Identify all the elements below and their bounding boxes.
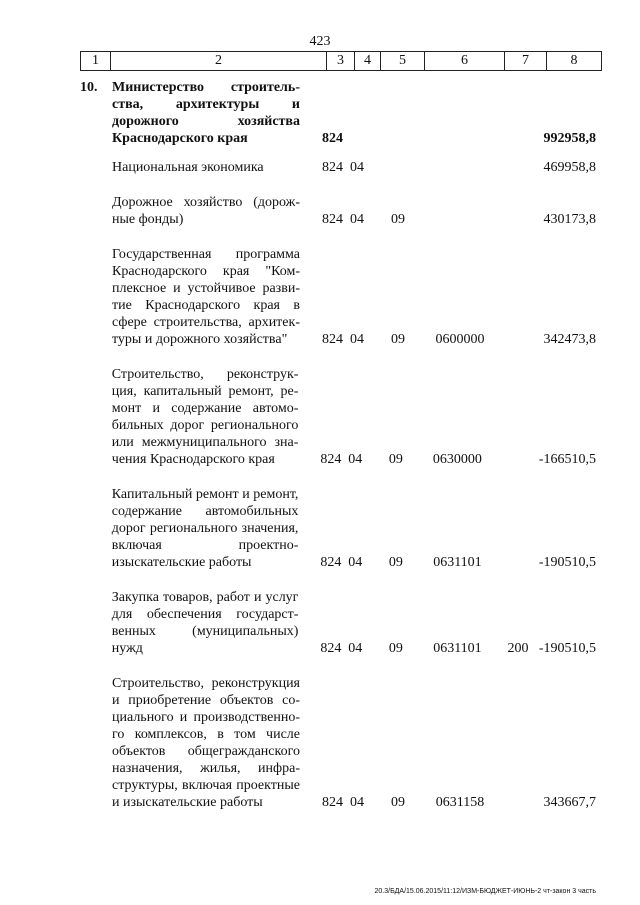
- col-6-value: 0631101: [433, 641, 482, 656]
- col-3-value: 824: [322, 795, 343, 810]
- col-4-value: 04: [350, 212, 364, 227]
- header-col-4: 4: [355, 52, 381, 70]
- col-4-value: 04: [350, 332, 364, 347]
- col-4-value: 04: [348, 641, 363, 656]
- col-8-value: 342473,8: [543, 332, 596, 347]
- col-6-value: 0630000: [432, 452, 482, 467]
- table-row: [80, 194, 602, 228]
- row-name: Национальная экономика: [112, 160, 264, 175]
- table-body: [80, 79, 602, 811]
- table-row: [80, 589, 602, 657]
- table-row: [80, 675, 602, 811]
- col-8-value: -190510,5: [538, 555, 597, 570]
- table-row: [80, 486, 602, 571]
- col-5-value: 09: [388, 641, 403, 656]
- table-row: [80, 246, 602, 348]
- col-7-value: 200: [507, 641, 529, 656]
- col-3-value: 824: [322, 131, 343, 146]
- col-5-value: 09: [391, 795, 405, 810]
- col-5-value: 09: [388, 452, 403, 467]
- footer-note: 20.3/БДА/15.06.2015/11:12/ИЗМ-БЮДЖЕТ-ИЮНЬ-2 чт-закон 3 часть: [374, 888, 596, 895]
- col-4-value: 04: [350, 795, 364, 810]
- page-number: 423: [309, 34, 331, 49]
- header-col-5: 5: [381, 52, 425, 70]
- header-col-8: 8: [570, 53, 578, 68]
- col-8-value: -166510,5: [538, 452, 597, 467]
- row-name: Министерство строительства, архитектуры и дорожного хозяйства Краснодарского края: [112, 80, 300, 146]
- col-3-value: 824: [322, 332, 343, 347]
- col-4-value: 04: [348, 555, 363, 570]
- row-name: Государственная программа Краснодарского края "Комплексное и устойчивое развитие Краснодарского края в сфере строительства, архитектуры и дорожного хозяйства": [112, 247, 300, 347]
- row-name: Строительство, реконструкция, капитальный ремонт, ремонт и содержание автомобильных дорог регионального или межмуниципального значения Краснодарского края: [111, 367, 299, 467]
- row-name: Строительство, реконструкция и приобретение объектов социального и производственного комплексов, в том числе объектов общегражданского назначения, жилья, инфраструктуры, включая проектные и изыскательские работы: [112, 676, 300, 810]
- col-5-value: 09: [391, 212, 405, 227]
- row-number: 10.: [80, 80, 98, 95]
- col-3-value: 824: [320, 641, 342, 656]
- header-col-7: 7: [505, 52, 547, 70]
- header-col-1: 1: [81, 52, 111, 70]
- col-8-value: 430173,8: [543, 212, 596, 227]
- table-row: [80, 79, 602, 147]
- col-4-value: 04: [350, 160, 364, 175]
- col-8-value: -190510,5: [538, 641, 597, 656]
- col-8-value: 992958,8: [543, 131, 596, 146]
- row-name: Закупка товаров, работ и услуг для обеспечения государственных (муниципальных) нужд: [111, 590, 299, 656]
- col-8-value: 469958,8: [543, 160, 596, 175]
- table-header: [80, 51, 602, 71]
- col-3-value: 824: [320, 555, 342, 570]
- col-3-value: 824: [320, 452, 342, 467]
- table-row: [80, 366, 602, 468]
- header-col-2: 2: [111, 52, 327, 70]
- header-col-6: 6: [425, 52, 505, 70]
- header-col-3: 3: [327, 52, 355, 70]
- col-8-value: 343667,7: [543, 795, 596, 810]
- col-5-value: 09: [388, 555, 403, 570]
- table-row: [80, 159, 602, 176]
- col-3-value: 824: [322, 160, 343, 175]
- row-name: Капитальный ремонт и ремонт, содержание автомобильных дорог регионального значения, включая проектно-изыскательские работы: [111, 487, 299, 570]
- col-4-value: 04: [348, 452, 363, 467]
- col-3-value: 824: [322, 212, 343, 227]
- col-6-value: 0631158: [435, 795, 485, 810]
- col-6-value: 0600000: [435, 332, 485, 347]
- row-name: Дорожное хозяйство (дорожные фонды): [112, 195, 300, 227]
- col-5-value: 09: [391, 332, 405, 347]
- col-6-value: 0631101: [433, 555, 482, 570]
